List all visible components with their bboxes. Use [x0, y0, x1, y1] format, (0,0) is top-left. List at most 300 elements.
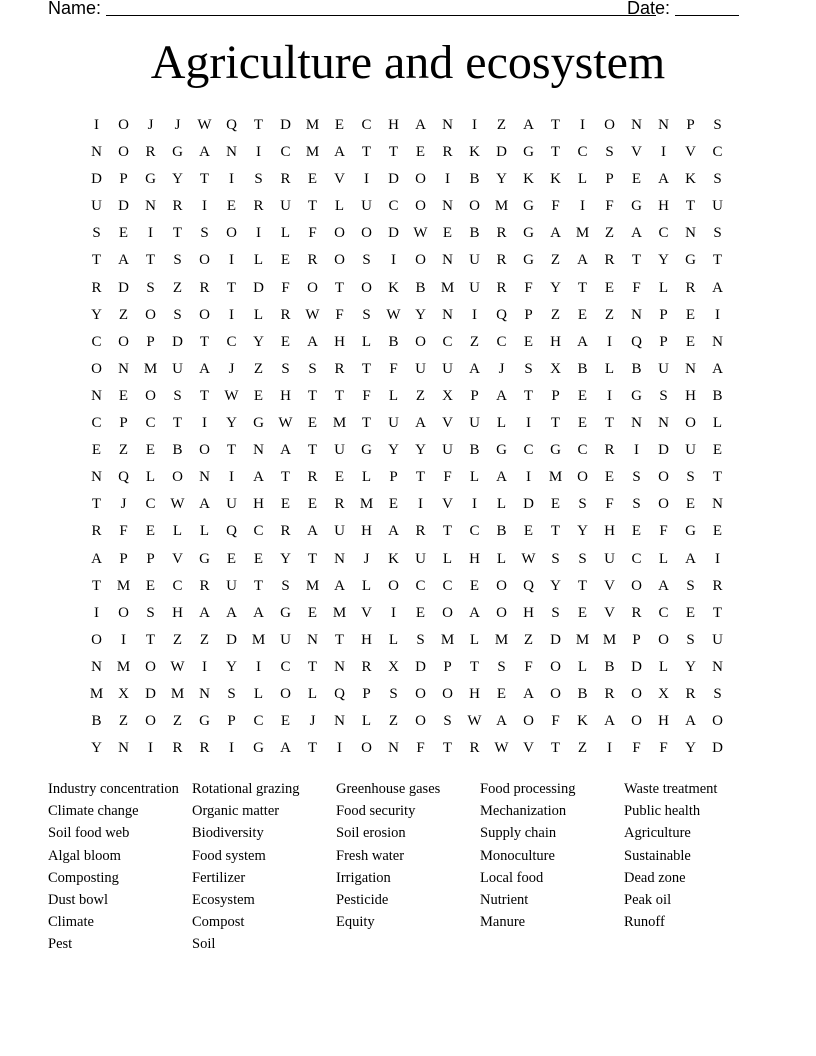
grid-letter[interactable]: N	[91, 469, 102, 486]
grid-letter[interactable]: L	[253, 685, 264, 702]
grid-letter[interactable]: E	[577, 415, 588, 432]
grid-letter[interactable]: I	[121, 631, 126, 648]
grid-letter[interactable]: G	[496, 442, 507, 459]
grid-letter[interactable]: F	[335, 306, 344, 323]
grid-letter[interactable]: F	[632, 279, 641, 296]
grid-letter[interactable]: C	[253, 523, 264, 540]
grid-letter[interactable]: R	[172, 198, 183, 215]
grid-letter[interactable]: S	[686, 469, 695, 486]
grid-letter[interactable]: L	[577, 171, 588, 188]
grid-letter[interactable]: Z	[172, 713, 183, 730]
grid-letter[interactable]: N	[442, 306, 453, 323]
grid-letter[interactable]: L	[280, 225, 291, 242]
grid-letter[interactable]: C	[523, 442, 534, 459]
grid-letter[interactable]: T	[334, 387, 345, 404]
grid-letter[interactable]: V	[604, 577, 615, 594]
grid-letter[interactable]: Z	[496, 117, 507, 133]
grid-letter[interactable]: L	[604, 360, 615, 377]
grid-letter[interactable]: C	[658, 225, 669, 242]
grid-letter[interactable]: T	[145, 252, 156, 269]
grid-letter[interactable]: O	[199, 442, 210, 459]
grid-letter[interactable]: S	[632, 469, 641, 486]
grid-letter[interactable]: M	[305, 117, 320, 133]
grid-letter[interactable]: L	[361, 333, 372, 350]
grid-letter[interactable]: E	[280, 713, 291, 730]
grid-letter[interactable]: L	[172, 523, 183, 540]
grid-letter[interactable]: N	[685, 360, 696, 377]
grid-letter[interactable]: Y	[91, 740, 102, 757]
grid-letter[interactable]: S	[686, 577, 695, 594]
grid-letter[interactable]: O	[388, 577, 399, 594]
grid-letter[interactable]: R	[496, 225, 507, 242]
grid-letter[interactable]: E	[577, 306, 588, 323]
grid-letter[interactable]: Y	[550, 279, 561, 296]
grid-letter[interactable]: E	[307, 496, 318, 513]
grid-letter[interactable]: A	[712, 360, 723, 377]
grid-letter[interactable]: N	[334, 658, 345, 675]
grid-letter[interactable]: C	[631, 550, 642, 567]
grid-letter[interactable]: I	[607, 387, 612, 404]
grid-letter[interactable]: D	[415, 658, 426, 675]
grid-letter[interactable]: C	[253, 713, 264, 730]
grid-letter[interactable]: L	[253, 306, 264, 323]
grid-letter[interactable]: U	[469, 415, 480, 432]
grid-letter[interactable]: I	[634, 442, 639, 459]
grid-letter[interactable]: F	[308, 225, 317, 242]
grid-letter[interactable]: I	[715, 306, 720, 323]
grid-letter[interactable]: T	[550, 740, 561, 757]
grid-letter[interactable]: C	[712, 144, 723, 161]
grid-letter[interactable]: R	[496, 279, 507, 296]
grid-letter[interactable]: S	[281, 577, 290, 594]
grid-letter[interactable]: N	[658, 117, 669, 133]
grid-letter[interactable]: E	[226, 198, 237, 215]
grid-letter[interactable]: R	[145, 144, 156, 161]
grid-letter[interactable]: F	[524, 658, 533, 675]
grid-letter[interactable]: E	[685, 306, 696, 323]
grid-letter[interactable]: O	[658, 469, 669, 486]
grid-letter[interactable]: A	[307, 523, 318, 540]
grid-letter[interactable]: U	[442, 442, 453, 459]
grid-letter[interactable]: A	[685, 713, 696, 730]
grid-letter[interactable]: T	[550, 117, 561, 133]
grid-letter[interactable]: U	[172, 360, 183, 377]
grid-letter[interactable]: R	[469, 740, 480, 757]
grid-letter[interactable]: M	[170, 685, 185, 702]
grid-letter[interactable]: N	[334, 550, 345, 567]
grid-letter[interactable]: A	[388, 523, 399, 540]
grid-letter[interactable]: M	[251, 631, 266, 648]
grid-letter[interactable]: C	[388, 198, 399, 215]
grid-letter[interactable]: N	[442, 117, 453, 133]
grid-letter[interactable]: S	[551, 604, 560, 621]
grid-letter[interactable]: E	[280, 252, 291, 269]
grid-letter[interactable]: T	[172, 225, 183, 242]
grid-letter[interactable]: O	[658, 631, 669, 648]
grid-letter[interactable]: B	[469, 225, 480, 242]
grid-letter[interactable]: O	[712, 713, 723, 730]
grid-letter[interactable]: G	[199, 550, 210, 567]
grid-letter[interactable]: M	[359, 496, 374, 513]
grid-letter[interactable]: N	[631, 117, 642, 133]
grid-letter[interactable]: N	[631, 306, 642, 323]
grid-letter[interactable]: N	[712, 333, 723, 350]
grid-letter[interactable]: O	[91, 631, 102, 648]
grid-letter[interactable]: T	[712, 252, 723, 269]
grid-letter[interactable]: X	[388, 658, 399, 675]
grid-letter[interactable]: T	[712, 604, 723, 621]
grid-letter[interactable]: O	[415, 685, 426, 702]
grid-letter[interactable]: U	[415, 360, 426, 377]
grid-letter[interactable]: P	[632, 631, 641, 648]
grid-letter[interactable]: C	[172, 577, 183, 594]
grid-letter[interactable]: T	[91, 577, 102, 594]
grid-letter[interactable]: Z	[604, 225, 615, 242]
grid-letter[interactable]: Y	[226, 415, 237, 432]
grid-letter[interactable]: T	[172, 415, 183, 432]
grid-letter[interactable]: X	[550, 360, 561, 377]
grid-letter[interactable]: C	[226, 333, 237, 350]
grid-letter[interactable]: N	[334, 713, 345, 730]
grid-letter[interactable]: L	[361, 469, 372, 486]
grid-letter[interactable]: E	[280, 333, 291, 350]
grid-letter[interactable]: R	[307, 252, 318, 269]
grid-letter[interactable]: S	[551, 550, 560, 567]
grid-letter[interactable]: T	[361, 415, 372, 432]
grid-letter[interactable]: V	[172, 550, 183, 567]
grid-letter[interactable]: E	[307, 171, 318, 188]
grid-letter[interactable]: H	[280, 387, 291, 404]
grid-letter[interactable]: B	[91, 713, 102, 730]
grid-letter[interactable]: I	[337, 740, 342, 757]
grid-letter[interactable]: L	[253, 252, 264, 269]
grid-letter[interactable]: I	[256, 144, 261, 161]
grid-letter[interactable]: P	[605, 171, 614, 188]
grid-letter[interactable]: Z	[550, 252, 561, 269]
grid-letter[interactable]: I	[94, 604, 99, 621]
grid-letter[interactable]: H	[658, 198, 669, 215]
grid-letter[interactable]: W	[197, 117, 212, 133]
grid-letter[interactable]: E	[145, 523, 156, 540]
grid-letter[interactable]: Y	[685, 740, 696, 757]
grid-letter[interactable]: B	[172, 442, 183, 459]
grid-letter[interactable]: Y	[415, 442, 426, 459]
grid-letter[interactable]: O	[145, 306, 156, 323]
grid-letter[interactable]: A	[496, 387, 507, 404]
grid-letter[interactable]: N	[307, 631, 318, 648]
grid-letter[interactable]: E	[253, 550, 264, 567]
grid-letter[interactable]: O	[415, 713, 426, 730]
grid-letter[interactable]: N	[118, 740, 129, 757]
grid-letter[interactable]: O	[631, 577, 642, 594]
grid-letter[interactable]: W	[386, 306, 401, 323]
grid-letter[interactable]: Z	[118, 442, 129, 459]
grid-letter[interactable]: E	[577, 387, 588, 404]
grid-letter[interactable]: F	[605, 198, 614, 215]
grid-letter[interactable]: O	[334, 252, 345, 269]
grid-letter[interactable]: I	[148, 740, 153, 757]
grid-letter[interactable]: R	[172, 740, 183, 757]
grid-letter[interactable]: N	[118, 360, 129, 377]
grid-letter[interactable]: N	[91, 387, 102, 404]
grid-letter[interactable]: Y	[685, 658, 696, 675]
grid-letter[interactable]: S	[173, 252, 182, 269]
grid-letter[interactable]: U	[91, 198, 102, 215]
grid-letter[interactable]: I	[391, 252, 396, 269]
grid-letter[interactable]: T	[334, 631, 345, 648]
grid-letter[interactable]: Q	[118, 469, 129, 486]
grid-letter[interactable]: L	[442, 550, 453, 567]
grid-letter[interactable]: R	[685, 685, 696, 702]
grid-letter[interactable]: T	[604, 415, 615, 432]
grid-letter[interactable]: D	[388, 225, 399, 242]
grid-letter[interactable]: G	[523, 144, 534, 161]
grid-letter[interactable]: A	[91, 550, 102, 567]
grid-letter[interactable]: K	[388, 550, 399, 567]
grid-letter[interactable]: U	[685, 442, 696, 459]
grid-letter[interactable]: L	[469, 469, 480, 486]
grid-letter[interactable]: O	[523, 713, 534, 730]
grid-letter[interactable]: L	[307, 685, 318, 702]
grid-letter[interactable]: H	[658, 713, 669, 730]
grid-letter[interactable]: O	[550, 685, 561, 702]
grid-letter[interactable]: X	[658, 685, 669, 702]
grid-letter[interactable]: D	[631, 658, 642, 675]
grid-letter[interactable]: Y	[415, 306, 426, 323]
grid-letter[interactable]: L	[361, 713, 372, 730]
grid-letter[interactable]: T	[550, 415, 561, 432]
grid-letter[interactable]: Z	[118, 306, 129, 323]
grid-letter[interactable]: D	[550, 631, 561, 648]
grid-letter[interactable]: Z	[415, 387, 426, 404]
grid-letter[interactable]: M	[575, 225, 590, 242]
grid-letter[interactable]: G	[280, 604, 291, 621]
grid-letter[interactable]: A	[415, 117, 426, 133]
grid-letter[interactable]: A	[604, 713, 615, 730]
grid-letter[interactable]: U	[361, 198, 372, 215]
grid-letter[interactable]: P	[443, 658, 452, 675]
grid-letter[interactable]: U	[415, 550, 426, 567]
grid-letter[interactable]: S	[146, 604, 155, 621]
grid-letter[interactable]: H	[469, 550, 480, 567]
grid-letter[interactable]: I	[229, 252, 234, 269]
grid-letter[interactable]: E	[118, 225, 129, 242]
grid-letter[interactable]: A	[199, 604, 210, 621]
grid-letter[interactable]: A	[334, 144, 345, 161]
grid-letter[interactable]: C	[91, 415, 102, 432]
grid-letter[interactable]: Y	[388, 442, 399, 459]
grid-letter[interactable]: Y	[577, 523, 588, 540]
grid-letter[interactable]: A	[631, 225, 642, 242]
grid-letter[interactable]: I	[526, 415, 531, 432]
grid-letter[interactable]: B	[469, 442, 480, 459]
grid-letter[interactable]: F	[632, 740, 641, 757]
grid-letter[interactable]: G	[199, 713, 210, 730]
grid-letter[interactable]: F	[605, 496, 614, 513]
grid-letter[interactable]: F	[551, 713, 560, 730]
grid-letter[interactable]: N	[388, 740, 399, 757]
grid-letter[interactable]: T	[307, 740, 318, 757]
grid-letter[interactable]: L	[361, 577, 372, 594]
grid-letter[interactable]: R	[496, 252, 507, 269]
grid-letter[interactable]: S	[200, 225, 209, 242]
grid-letter[interactable]: T	[334, 279, 345, 296]
grid-letter[interactable]: E	[523, 333, 534, 350]
grid-letter[interactable]: A	[253, 469, 264, 486]
grid-letter[interactable]: F	[389, 360, 398, 377]
grid-letter[interactable]: E	[307, 415, 318, 432]
name-field-line[interactable]	[106, 15, 656, 16]
grid-letter[interactable]: P	[389, 469, 398, 486]
grid-letter[interactable]: V	[442, 496, 453, 513]
grid-letter[interactable]: Y	[253, 333, 264, 350]
grid-letter[interactable]: T	[280, 469, 291, 486]
grid-letter[interactable]: P	[686, 117, 695, 133]
grid-letter[interactable]: D	[118, 198, 129, 215]
grid-letter[interactable]: I	[472, 117, 477, 133]
grid-letter[interactable]: I	[94, 117, 99, 133]
grid-letter[interactable]: E	[145, 442, 156, 459]
grid-letter[interactable]: B	[496, 523, 507, 540]
grid-letter[interactable]: L	[334, 198, 345, 215]
grid-letter[interactable]: I	[580, 117, 585, 133]
grid-letter[interactable]: I	[580, 198, 585, 215]
grid-letter[interactable]: S	[173, 306, 182, 323]
grid-letter[interactable]: I	[715, 550, 720, 567]
grid-letter[interactable]: E	[334, 469, 345, 486]
grid-letter[interactable]: N	[199, 685, 210, 702]
grid-letter[interactable]: L	[658, 279, 669, 296]
grid-letter[interactable]: O	[415, 171, 426, 188]
grid-letter[interactable]: T	[226, 442, 237, 459]
grid-letter[interactable]: E	[523, 523, 534, 540]
grid-letter[interactable]: Y	[172, 171, 183, 188]
grid-letter[interactable]: G	[550, 442, 561, 459]
grid-letter[interactable]: U	[226, 496, 237, 513]
grid-letter[interactable]: H	[604, 523, 615, 540]
grid-letter[interactable]: E	[604, 279, 615, 296]
grid-letter[interactable]: Z	[172, 279, 183, 296]
grid-letter[interactable]: F	[551, 198, 560, 215]
grid-letter[interactable]: S	[659, 387, 668, 404]
grid-letter[interactable]: H	[469, 685, 480, 702]
grid-letter[interactable]: B	[604, 658, 615, 675]
grid-letter[interactable]: J	[147, 117, 154, 133]
grid-letter[interactable]: Y	[496, 171, 507, 188]
grid-letter[interactable]: I	[418, 496, 423, 513]
grid-letter[interactable]: O	[550, 658, 561, 675]
grid-letter[interactable]: O	[496, 577, 507, 594]
grid-letter[interactable]: M	[494, 198, 509, 215]
grid-letter[interactable]: R	[361, 658, 372, 675]
grid-letter[interactable]: E	[496, 685, 507, 702]
grid-letter[interactable]: O	[577, 469, 588, 486]
grid-letter[interactable]: R	[604, 442, 615, 459]
grid-letter[interactable]: Z	[118, 713, 129, 730]
grid-letter[interactable]: G	[523, 225, 534, 242]
grid-letter[interactable]: S	[713, 685, 722, 702]
grid-letter[interactable]: I	[202, 415, 207, 432]
grid-letter[interactable]: C	[145, 415, 156, 432]
grid-letter[interactable]: I	[229, 171, 234, 188]
grid-letter[interactable]: D	[280, 117, 291, 133]
grid-letter[interactable]: E	[604, 469, 615, 486]
grid-letter[interactable]: U	[712, 198, 723, 215]
grid-letter[interactable]: A	[712, 279, 723, 296]
grid-letter[interactable]: A	[199, 360, 210, 377]
grid-letter[interactable]: Q	[496, 306, 507, 323]
grid-letter[interactable]: N	[442, 252, 453, 269]
grid-letter[interactable]: F	[659, 740, 668, 757]
grid-letter[interactable]: J	[309, 713, 316, 730]
grid-letter[interactable]: T	[550, 144, 561, 161]
grid-letter[interactable]: S	[686, 631, 695, 648]
grid-letter[interactable]: I	[229, 306, 234, 323]
grid-letter[interactable]: I	[472, 496, 477, 513]
grid-letter[interactable]: V	[604, 604, 615, 621]
grid-letter[interactable]: C	[280, 144, 291, 161]
grid-letter[interactable]: N	[253, 442, 264, 459]
grid-letter[interactable]: P	[551, 387, 560, 404]
grid-letter[interactable]: E	[685, 333, 696, 350]
grid-letter[interactable]: P	[470, 387, 479, 404]
grid-letter[interactable]: M	[332, 604, 347, 621]
grid-letter[interactable]: A	[577, 252, 588, 269]
grid-letter[interactable]: T	[388, 144, 399, 161]
grid-letter[interactable]: C	[469, 523, 480, 540]
grid-letter[interactable]: T	[631, 252, 642, 269]
grid-letter[interactable]: U	[604, 550, 615, 567]
grid-letter[interactable]: O	[334, 225, 345, 242]
grid-letter[interactable]: E	[631, 523, 642, 540]
grid-letter[interactable]: O	[307, 279, 318, 296]
grid-letter[interactable]: B	[577, 360, 588, 377]
grid-letter[interactable]: P	[146, 333, 155, 350]
grid-letter[interactable]: Q	[226, 117, 237, 133]
grid-letter[interactable]: T	[307, 550, 318, 567]
grid-letter[interactable]: H	[253, 496, 264, 513]
grid-letter[interactable]: U	[280, 631, 291, 648]
grid-letter[interactable]: S	[416, 631, 425, 648]
grid-letter[interactable]: S	[173, 387, 182, 404]
grid-letter[interactable]: H	[361, 631, 372, 648]
grid-letter[interactable]: U	[280, 198, 291, 215]
grid-letter[interactable]: G	[523, 252, 534, 269]
grid-letter[interactable]: T	[145, 631, 156, 648]
grid-letter[interactable]: F	[443, 469, 452, 486]
grid-letter[interactable]: O	[496, 604, 507, 621]
grid-letter[interactable]: E	[226, 550, 237, 567]
grid-letter[interactable]: U	[388, 415, 399, 432]
grid-letter[interactable]: E	[712, 442, 723, 459]
grid-letter[interactable]: M	[305, 144, 320, 161]
grid-letter[interactable]: S	[362, 252, 371, 269]
grid-letter[interactable]: L	[388, 387, 399, 404]
grid-letter[interactable]: S	[443, 713, 452, 730]
grid-letter[interactable]: C	[442, 577, 453, 594]
grid-letter[interactable]: T	[307, 198, 318, 215]
grid-letter[interactable]: A	[496, 713, 507, 730]
grid-letter[interactable]: E	[307, 604, 318, 621]
grid-letter[interactable]: D	[712, 740, 723, 757]
grid-letter[interactable]: V	[442, 415, 453, 432]
grid-letter[interactable]: P	[659, 333, 668, 350]
grid-letter[interactable]: G	[685, 252, 696, 269]
grid-letter[interactable]: A	[118, 252, 129, 269]
grid-letter[interactable]: M	[143, 360, 158, 377]
grid-letter[interactable]: O	[469, 198, 480, 215]
grid-letter[interactable]: L	[712, 415, 723, 432]
